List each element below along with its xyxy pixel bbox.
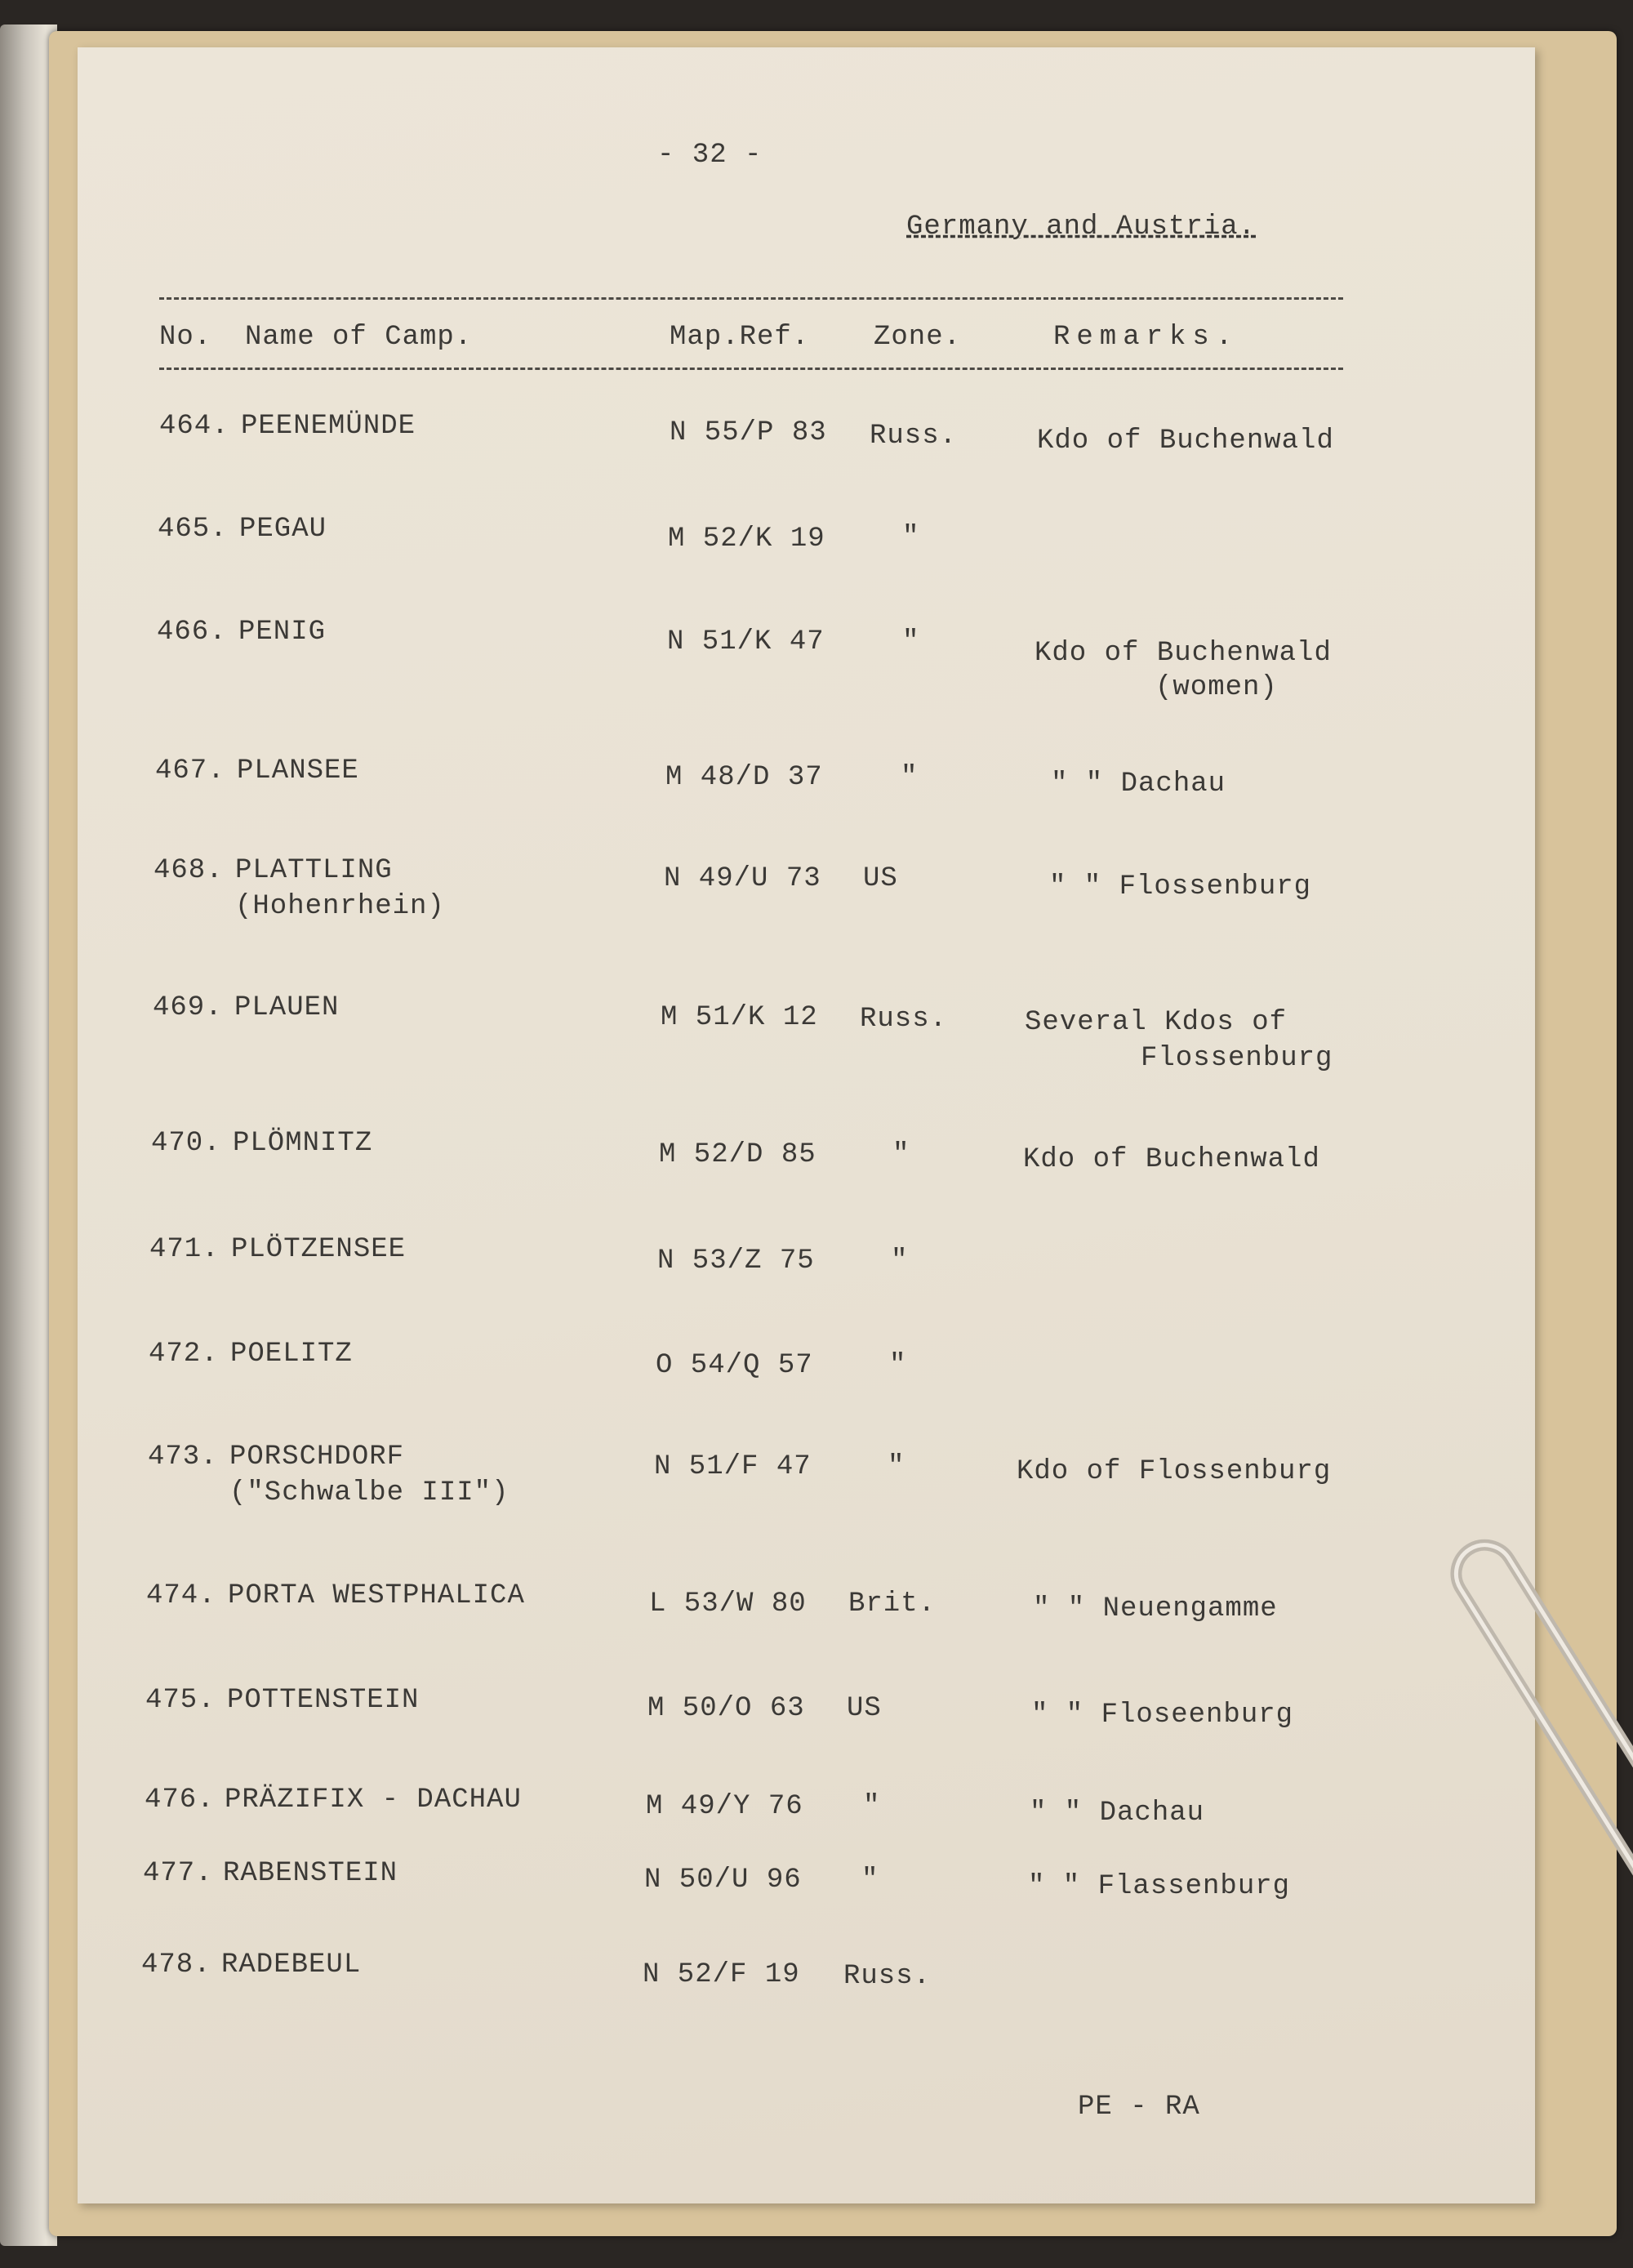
camp-name: PENIG <box>238 617 327 648</box>
remarks: " " Neuengamme <box>1033 1593 1278 1624</box>
zone: " <box>863 1791 881 1822</box>
map-ref: M 49/Y 76 <box>646 1791 803 1822</box>
map-ref: N 50/U 96 <box>644 1865 802 1896</box>
document-page <box>78 47 1535 2203</box>
header-rule-bottom <box>159 368 1343 370</box>
zone: " <box>888 1451 905 1482</box>
header-rule-top <box>159 297 1343 300</box>
camp-name: PEENEMÜNDE <box>241 411 416 442</box>
camp-name: PLÖTZENSEE <box>231 1234 407 1265</box>
header-name: Name of Camp. <box>245 322 473 353</box>
camp-name: PLAUEN <box>234 992 340 1023</box>
zone: " <box>891 1245 909 1277</box>
row-number: 466. <box>157 617 227 648</box>
map-ref: M 50/O 63 <box>647 1693 805 1724</box>
map-ref: M 52/D 85 <box>659 1139 816 1170</box>
footer-range: PE - RA <box>1078 2092 1200 2123</box>
remarks: Kdo of Flossenburg <box>1017 1456 1332 1487</box>
camp-name: POTTENSTEIN <box>227 1685 420 1716</box>
remarks-line2: Flossenburg <box>1141 1043 1333 1074</box>
camp-name: RABENSTEIN <box>223 1858 398 1889</box>
zone: Russ. <box>843 1961 932 1992</box>
camp-name: PRÄZIFIX - DACHAU <box>225 1785 522 1816</box>
zone: " <box>902 522 920 553</box>
camp-name: POELITZ <box>230 1339 353 1370</box>
zone: US <box>847 1693 882 1724</box>
remarks: " " Dachau <box>1051 769 1226 800</box>
page-number: - 32 - <box>657 140 763 171</box>
map-ref: O 54/Q 57 <box>656 1350 813 1381</box>
camp-name: PLÖMNITZ <box>233 1128 373 1159</box>
row-number: 472. <box>149 1339 219 1370</box>
map-ref: M 52/K 19 <box>668 524 825 555</box>
map-ref: L 53/W 80 <box>649 1588 807 1620</box>
remarks: " " Flassenburg <box>1028 1871 1291 1902</box>
map-ref: N 53/Z 75 <box>657 1245 815 1277</box>
remarks: " " Flossenburg <box>1049 871 1312 902</box>
zone: US <box>863 863 898 894</box>
zone: Russ. <box>860 1004 948 1035</box>
row-number: 468. <box>154 855 224 886</box>
zone: " <box>861 1865 879 1896</box>
row-number: 476. <box>145 1785 215 1816</box>
row-number: 467. <box>155 755 225 786</box>
camp-name: PORSCHDORF <box>229 1441 405 1473</box>
header-remarks: Remarks. <box>1053 322 1239 353</box>
header-no: No. <box>159 322 212 353</box>
remarks: Kdo of Buchenwald <box>1023 1144 1320 1175</box>
zone: " <box>902 626 920 657</box>
remarks: Kdo of Buchenwald <box>1035 638 1332 669</box>
camp-name: RADEBEUL <box>221 1949 362 1981</box>
map-ref: N 52/F 19 <box>643 1959 800 1990</box>
remarks: Kdo of Buchenwald <box>1037 426 1334 457</box>
map-ref: N 51/K 47 <box>667 626 825 657</box>
map-ref: N 49/U 73 <box>664 863 821 894</box>
row-number: 464. <box>159 411 229 442</box>
map-ref: M 48/D 37 <box>665 762 823 793</box>
map-ref: N 55/P 83 <box>670 417 827 448</box>
row-number: 475. <box>145 1685 216 1716</box>
camp-name: PLANSEE <box>237 755 359 786</box>
row-number: 478. <box>141 1949 211 1981</box>
row-number: 474. <box>146 1580 216 1611</box>
camp-name: PEGAU <box>239 514 327 545</box>
header-zone: Zone. <box>874 322 962 353</box>
remarks-line2: (women) <box>1155 672 1278 703</box>
row-number: 470. <box>151 1128 221 1159</box>
camp-name: PORTA WESTPHALICA <box>228 1580 525 1611</box>
row-number: 469. <box>153 992 223 1023</box>
camp-name-line2: ("Schwalbe III") <box>229 1477 509 1508</box>
zone: " <box>901 762 919 793</box>
row-number: 477. <box>143 1858 213 1889</box>
zone: Russ. <box>870 421 958 452</box>
remarks: " " Floseenburg <box>1031 1700 1294 1731</box>
map-ref: N 51/F 47 <box>654 1451 812 1482</box>
header-map-ref: Map.Ref. <box>670 322 810 353</box>
row-number: 471. <box>149 1234 220 1265</box>
remarks: " " Dachau <box>1030 1798 1205 1829</box>
remarks: Several Kdos of <box>1025 1007 1288 1038</box>
camp-name-line2: (Hohenrhein) <box>235 891 445 922</box>
map-ref: M 51/K 12 <box>661 1002 818 1033</box>
zone: " <box>892 1139 910 1170</box>
row-number: 473. <box>148 1441 218 1473</box>
region-title: Germany and Austria. <box>906 212 1257 243</box>
zone: Brit. <box>848 1588 937 1620</box>
camp-name: PLATTLING <box>235 855 393 886</box>
zone: " <box>889 1350 907 1381</box>
row-number: 465. <box>158 514 228 545</box>
